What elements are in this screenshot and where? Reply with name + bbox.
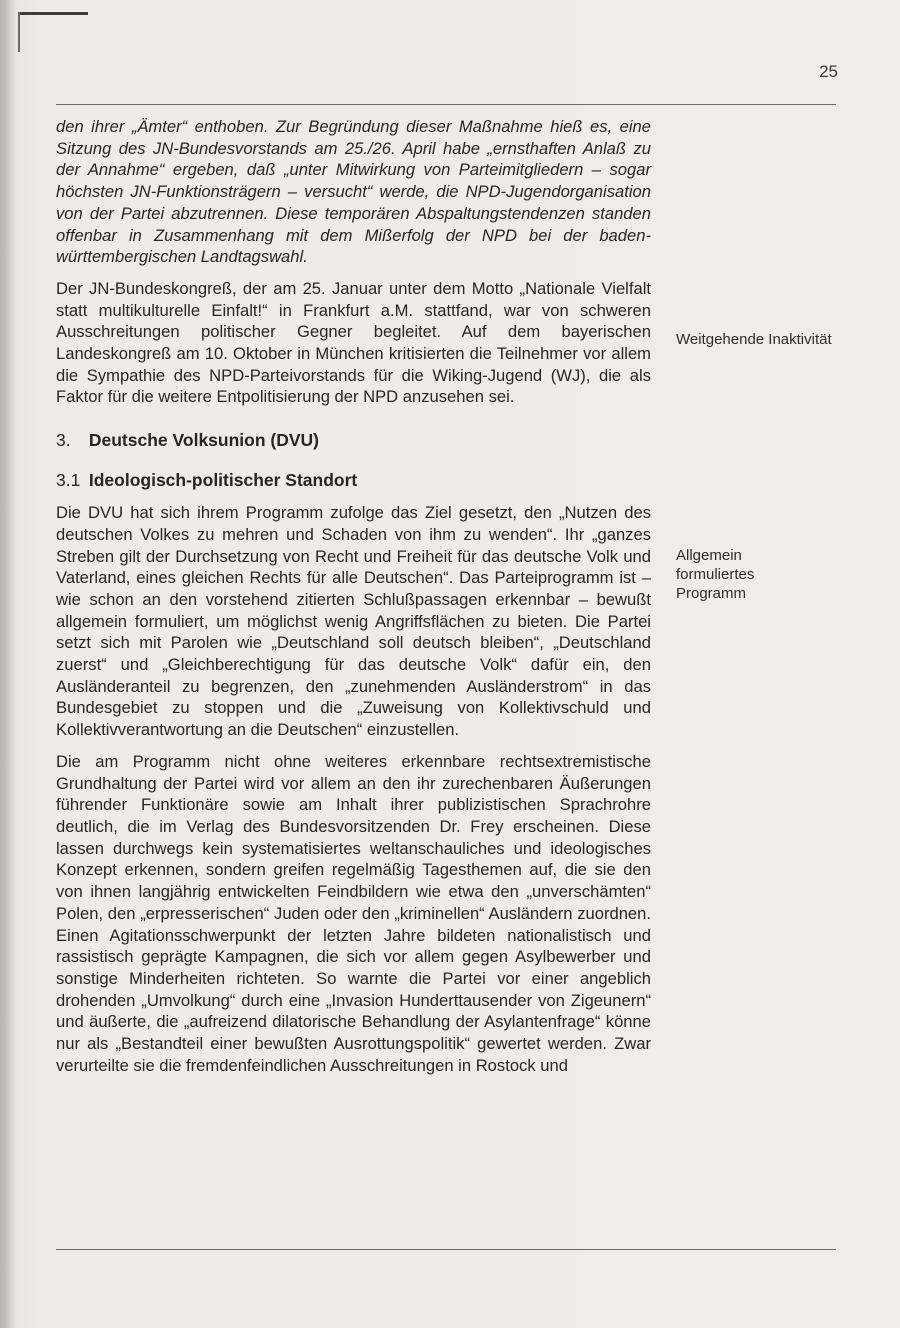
paragraph-jn-bundeskongress: Der JN-Bundeskongreß, der am 25. Januar unter dem Motto „Nationale Vielfalt statt multikulturelle Einfalt!“ in Frankfurt a.M. stattfand, war von schweren Ausschreitungen politischer Gegner begleitet. Auf dem bayerischen Landeskongreß am 10. Oktober in München kritisierten die Teilnehmer vor allem die Sympathie des NPD-Parteivorstands für die Wiking-Jugend (WJ), die als Faktor für die weitere Entpolitisierung der NPD anzusehen sei.: [56, 278, 651, 407]
margin-note-programm: Allgemein formuliertes Programm: [676, 547, 755, 602]
paragraph-dvu-programm: Die DVU hat sich ihrem Programm zufolge das Ziel gesetzt, den „Nutzen des deutschen Volkes zu mehren und Schaden von ihm zu wenden“. Ihr „ganzes Streben gilt der Durchsetzung von Recht und Freiheit für das deutsche Volk und Vaterland, eines gleichen Rechts für alle Deutschen“. Das Parteiprogramm ist – wie schon an den vorstehend zitierten Schlußpassagen erkennbar – bewußt allgemein formuliert, um möglichst wenig Angriffsflächen zu bieten. Die Partei setzt sich mit Parolen wie „Deutschland soll deutsch bleiben“, „Deutschland zuerst“ und „Gleichberechtigung für das deutsche Volk“ dafür ein, den Ausländeranteil zu begrenzen, den „zunehmenden Ausländerstrom“ in das Bundesgebiet zu stoppen und die „Zuweisung von Kollektivschuld und Kollektivverantwortung an die Deutschen“ einzustellen.: [56, 503, 651, 740]
section-number: 3.: [56, 430, 71, 451]
binding-shadow: [0, 0, 16, 1328]
section-heading-3: [56, 428, 651, 452]
corner-mark: [18, 12, 88, 15]
page-number: 25: [819, 62, 838, 81]
main-text-column: [56, 116, 651, 1086]
paragraph-continuation: den ihrer „Ämter“ enthoben. Zur Begründung dieser Maßnahme hieß es, eine Sitzung des JN-Bundesvorstands am 25./26. April habe „ernsthaften Anlaß zu der Annahme“ ergeben, daß „unter Mitwirkung von Parteimitgliedern – sogar höchsten JN-Funktionsträgern – versucht“ werde, die NPD-Jugendorganisation von der Partei abzutrennen. Diese temporären Abspaltungstendenzen standen offenbar in Zusammenhang mit dem Mißerfolg der NPD bei der baden-württembergischen Landtagswahl.: [56, 117, 651, 267]
header-rule: [56, 104, 836, 105]
margin-note-inaktivitaet: Weitgehende Inaktivität: [676, 331, 832, 348]
section-heading-3-1: [56, 468, 651, 492]
section-title: Ideologisch-politischer Standort: [88, 470, 358, 491]
section-number: 3.1: [56, 470, 81, 491]
section-title: Deutsche Volksunion (DVU): [88, 430, 319, 451]
paragraph-dvu-grundhaltung: Die am Programm nicht ohne weiteres erkennbare rechtsextremistische Grundhaltung der Partei wird vor allem an den ihr zurechenbaren Äußerungen führender Funktionäre sowie am Inhalt ihrer publizistischen Sprachrohre deutlich, die im Verlag des Bundesvorsitzenden Dr. Frey erscheinen. Diese lassen durchwegs kein systematisiertes weltanschauliches und ideologisches Konzept erkennen, sondern greifen regelmäßig Tagesthemen auf, die sie den von ihnen langjährig entwickelten Feindbildern wie etwa den „unverschämten“ Polen, den „erpresserischen“ Juden oder den „kriminellen“ Ausländern zuordnen. Einen Agitationsschwerpunkt der letzten Jahre bildeten nationalistisch und rassistisch geprägte Kampagnen, die sich vor allem gegen Asylbewerber und sonstige Minderheiten richteten. So warnte die Partei vor einer angeblich drohenden „Umvolkung“ durch eine „Invasion Hunderttausender von Zigeunern“ und äußerte, die „aufreizend dilatorische Behandlung der Asylantenfrage“ könne nur als „Bestandteil einer bewußten Ausrottungspolitik“ gewertet werden. Zwar verurteilte sie die fremdenfeindlichen Ausschreitungen in Rostock und: [56, 751, 651, 1075]
footer-rule: [56, 1249, 836, 1250]
corner-mark-vertical: [18, 12, 20, 52]
